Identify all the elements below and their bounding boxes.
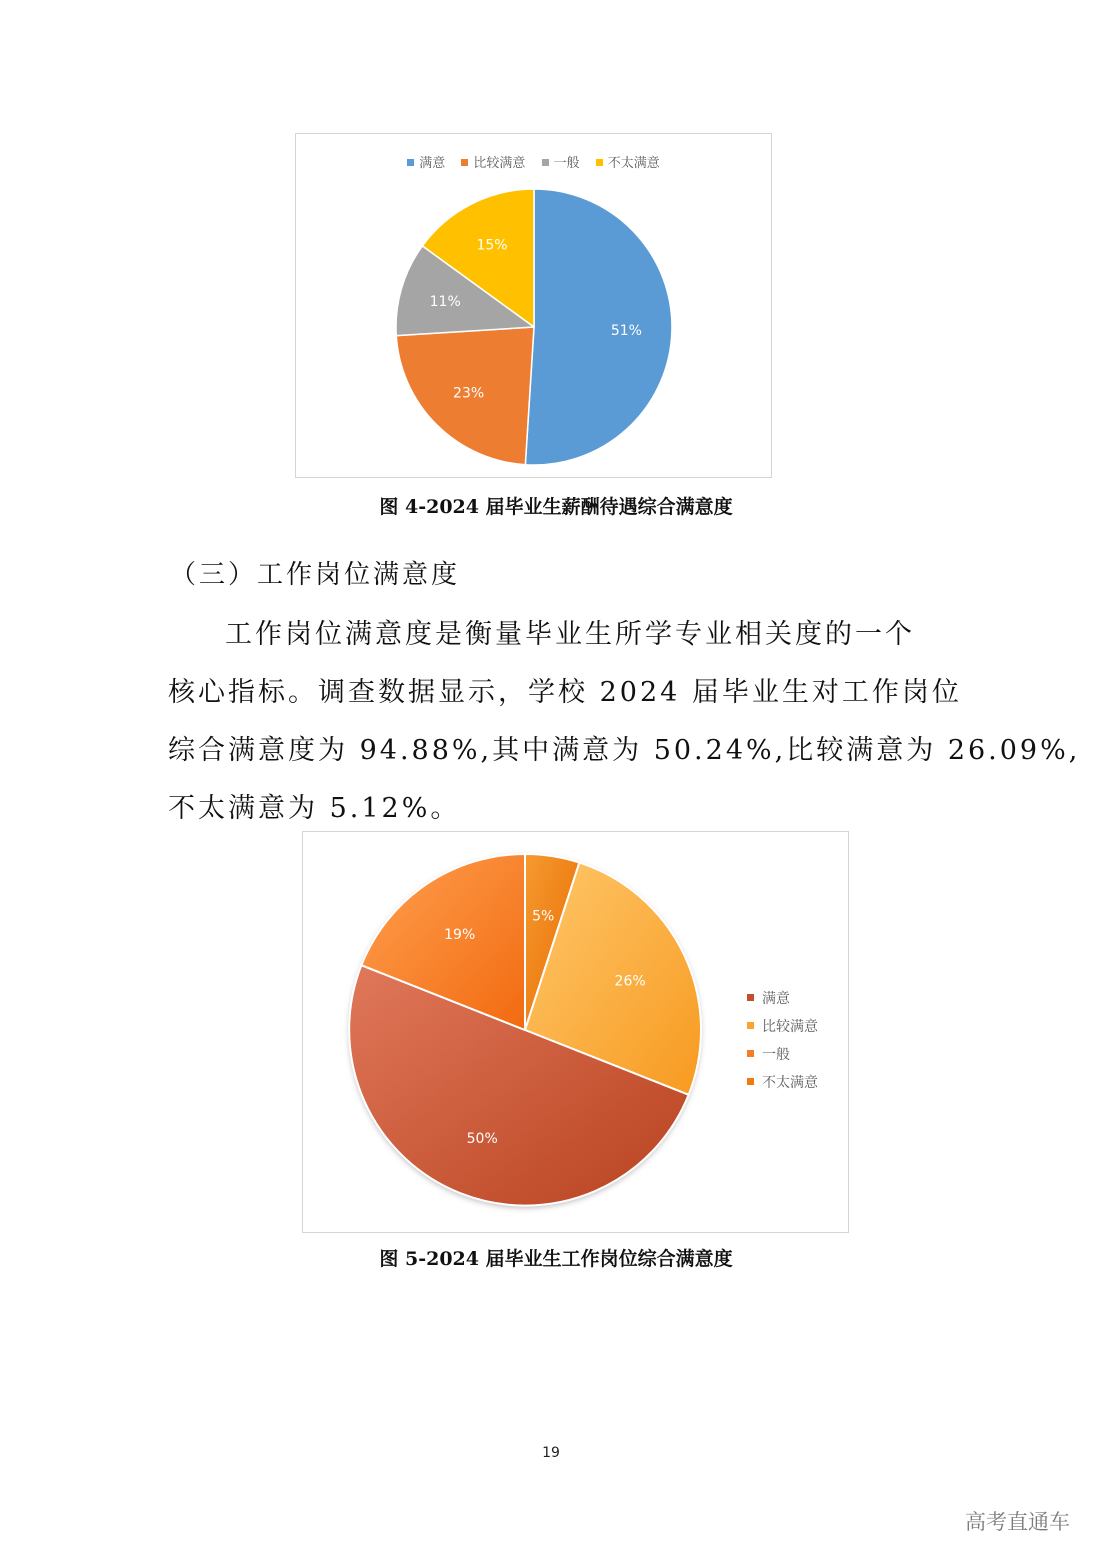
data-label: 23% <box>453 385 485 402</box>
paragraph-line: 工作岗位满意度是衡量毕业生所学专业相关度的一个 <box>225 619 915 650</box>
data-label: 50% <box>466 1131 498 1147</box>
chart-legend <box>747 990 818 1102</box>
legend-item <box>747 1046 818 1074</box>
watermark: 高考直通车 <box>965 1510 1070 1534</box>
figure-caption: 图 4-2024 届毕业生薪酬待遇综合满意度 <box>379 496 733 518</box>
legend-label: 满意 <box>419 156 446 171</box>
data-label: 5% <box>532 908 555 925</box>
data-label: 51% <box>610 322 642 339</box>
data-label: 15% <box>476 237 508 254</box>
paragraph-line: 综合满意度为 94.88%,其中满意为 50.24%,比较满意为 26.09%, <box>168 735 1081 766</box>
legend-label: 满意 <box>762 991 790 1007</box>
data-label: 26% <box>614 973 646 990</box>
legend-label: 比较满意 <box>762 1019 818 1035</box>
legend-item <box>747 1074 818 1102</box>
pie-chart-job-satisfaction <box>302 831 849 1233</box>
legend-item <box>747 1018 818 1046</box>
legend-swatch <box>747 1022 754 1029</box>
pie-chart-salary-satisfaction <box>295 133 772 478</box>
legend-label: 比较满意 <box>473 156 526 171</box>
legend-label: 一般 <box>553 156 580 171</box>
figure-caption: 图 5-2024 届毕业生工作岗位综合满意度 <box>379 1248 733 1270</box>
paragraph-line: 核心指标。调查数据显示，学校 2024 届毕业生对工作岗位 <box>168 677 962 708</box>
pie-slice <box>525 189 672 465</box>
data-label: 19% <box>444 926 476 943</box>
legend-swatch <box>747 994 754 1001</box>
legend-swatch <box>747 1050 754 1057</box>
legend-label: 不太满意 <box>762 1075 818 1091</box>
pie-plot <box>296 134 771 477</box>
legend-item <box>747 990 818 1018</box>
section-heading: （三）工作岗位满意度 <box>170 560 461 590</box>
page-number: 19 <box>542 1445 560 1461</box>
legend-swatch <box>747 1078 754 1085</box>
paragraph-line: 不太满意为 5.12%。 <box>168 793 461 824</box>
legend-label: 不太满意 <box>607 156 660 171</box>
legend-label: 一般 <box>762 1047 790 1063</box>
data-label: 11% <box>429 294 461 311</box>
